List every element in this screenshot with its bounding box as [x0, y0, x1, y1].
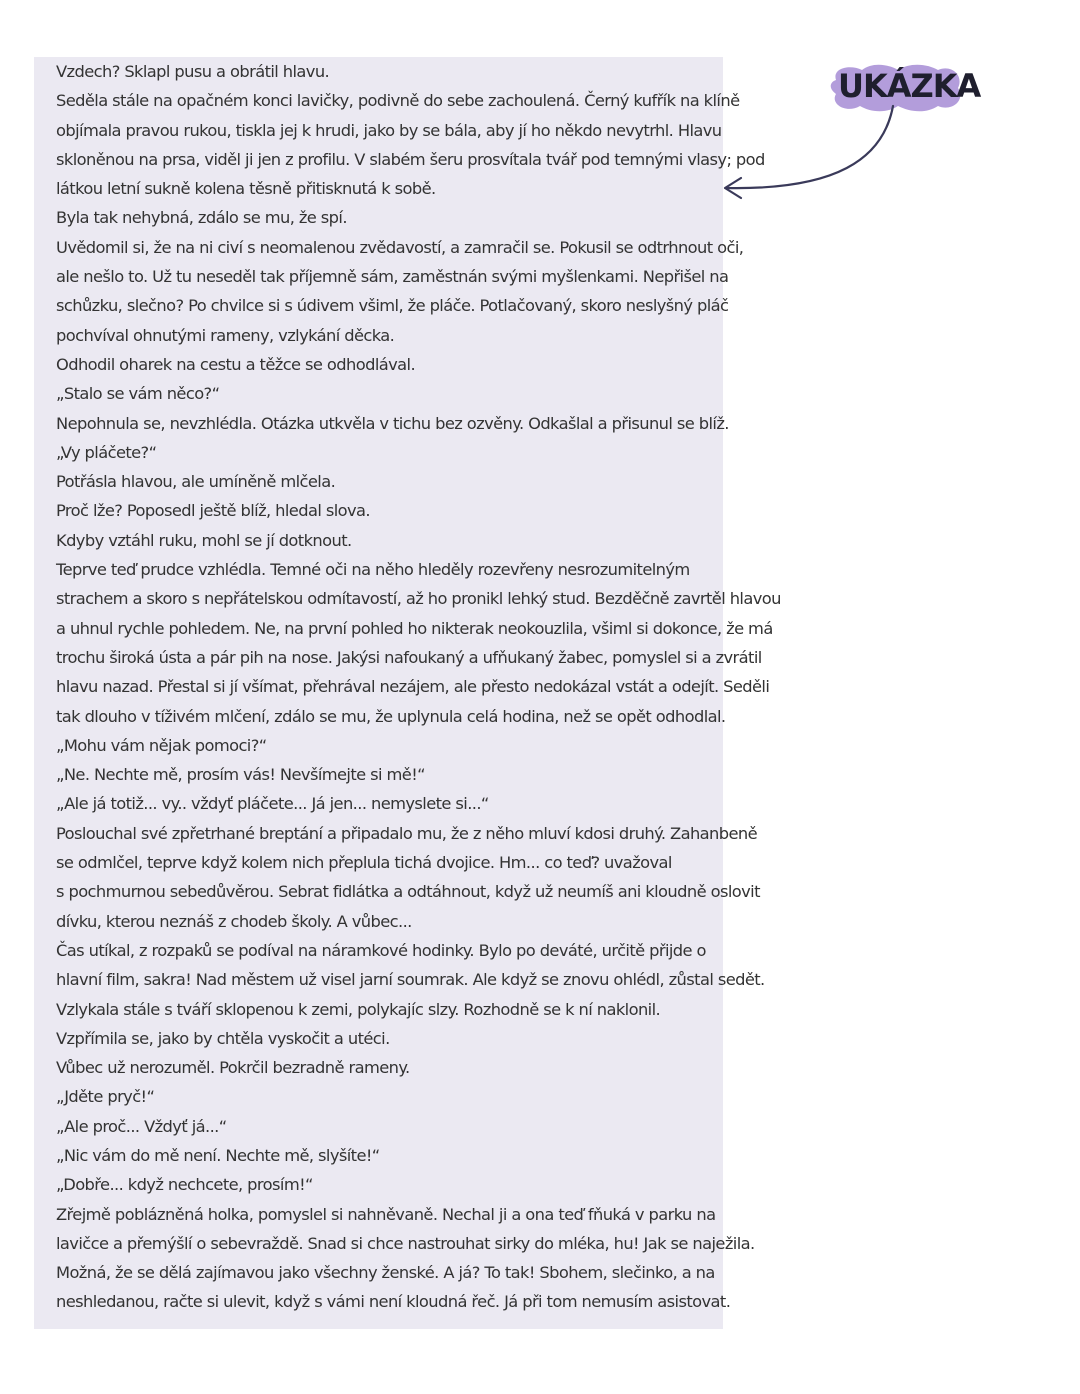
text-line: Vzdech? Sklapl pusu a obrátil hlavu. [56, 62, 330, 81]
text-line: látkou letní sukně kolena těsně přitisknutá k sobě. [56, 179, 436, 199]
text-line: Nepohnula se, nevzhlédla. Otázka utkvěla v tichu bez ozvěny. Odkašlal a přisunul se blíž. [56, 413, 729, 433]
text-line: „Dobře... když nechcete, prosím!“ [56, 1175, 313, 1195]
text-line: hlavu nazad. Přestal si jí všímat, přehrával nezájem, ale přesto nedokázal vstát a odejít. Seděli [56, 677, 770, 697]
text-line: Vůbec už nerozuměl. Pokrčil bezradně rameny. [56, 1058, 410, 1078]
text-line: „Vy pláčete?“ [56, 442, 157, 462]
text-line: s pochmurnou sebedůvěrou. Sebrat fidlátka a odtáhnout, když už neumíš ani kloudně oslovit [56, 882, 760, 902]
text-line: Teprve teď prudce vzhlédla. Temné oči na něho hleděly rozevřeny nesrozumitelným [56, 560, 690, 580]
text-line: se odmlčel, teprve když kolem nich přeplula tichá dvojice. Hm... co teď? uvažoval [56, 853, 672, 873]
text-line: Čas utíkal, z rozpaků se podíval na náramkové hodinky. Bylo po deváté, určitě přijde o [56, 940, 706, 960]
stamp-label: UKÁZKA [838, 67, 981, 105]
text-line: Byla tak nehybná, zdálo se mu, že spí. [56, 208, 347, 228]
text-line: Proč lže? Poposedl ještě blíž, hledal slova. [56, 501, 370, 521]
text-line: „Ale já totiž... vy.. vždyť pláčete... Já jen... nemyslete si...“ [56, 794, 489, 814]
text-line: „Mohu vám nějak pomoci?“ [56, 735, 267, 755]
text-line: trochu široká ústa a pár pih na nose. Jakýsi nafoukaný a ufňukaný žabec, pomyslel si a zvrátil [56, 647, 762, 667]
text-line: ale nešlo to. Už tu neseděl tak příjemně sám, zaměstnán svými myšlenkami. Nepřišel na [56, 267, 729, 287]
text-line: „Stalo se vám něco?“ [56, 384, 220, 404]
text-line: a uhnul rychle pohledem. Ne, na první pohled ho nikterak neokouzlila, všiml si dokonce, že má [56, 618, 773, 638]
text-line: neshledanou, račte si ulevit, když s vámi není kloudná řeč. Já při tom nemusím asistovat. [56, 1292, 731, 1312]
text-line: tak dlouho v tíživém mlčení, zdálo se mu, že uplynula celá hodina, než se opět odhodlal. [56, 706, 726, 726]
text-line: „Ale proč... Vždyť já...“ [56, 1116, 227, 1136]
text-line: pochvíval ohnutými rameny, vzlykání děcka. [56, 325, 395, 345]
text-line: Vzlykala stále s tváří sklopenou k zemi, polykajíc slzy. Rozhodně se k ní naklonil. [56, 999, 661, 1019]
text-line: lavičce a přemýšlí o sebevraždě. Snad si chce nastrouhat sirky do mléka, hu! Jak se naježila. [56, 1233, 755, 1253]
text-line: Potřásla hlavou, ale umíněně mlčela. [56, 472, 336, 492]
text-line: Zřejmě poblázněná holka, pomyslel si nahněvaně. Nechal ji a ona teď fňuká v parku na [56, 1204, 716, 1224]
text-line: Odhodil oharek na cestu a těžce se odhodlával. [56, 354, 416, 374]
text-line: objímala pravou rukou, tiskla jej k hrudi, jako by se bála, aby jí ho někdo nevytrhl. Hlavu [56, 120, 722, 140]
text-line: schůzku, slečno? Po chvilce si s údivem všiml, že pláče. Potlačovaný, skoro neslyšný pláč [56, 296, 729, 316]
text-line: „Nic vám do mě není. Nechte mě, slyšíte!“ [56, 1145, 380, 1165]
text-line: strachem a skoro s nepřátelskou odmítavostí, až ho pronikl lehký stud. Bezděčně zavrtěl hlavou [56, 589, 781, 609]
arrow-icon [715, 100, 915, 210]
text-line: skloněnou na prsa, viděl ji jen z profilu. V slabém šeru prosvítala tvář pod temnými vlasy; pod [56, 149, 765, 169]
text-line: Seděla stále na opačném konci lavičky, podivně do sebe zachoulená. Černý kufřík na klíně [56, 91, 740, 111]
text-line: dívku, kterou neznáš z chodeb školy. A vůbec... [56, 911, 412, 931]
text-line: Vzpřímila se, jako by chtěla vyskočit a utéci. [56, 1028, 390, 1048]
text-line: Kdyby vztáhl ruku, mohl se jí dotknout. [56, 530, 352, 550]
text-line: „Ne. Nechte mě, prosím vás! Nevšímejte si mě!“ [56, 765, 425, 785]
text-line: Uvědomil si, že na ni civí s neomalenou zvědavostí, a zamračil se. Pokusil se odtrhnout oči, [56, 237, 744, 257]
text-line: „Jděte pryč!“ [56, 1087, 155, 1107]
text-line: hlavní film, sakra! Nad městem už visel jarní soumrak. Ale když se znovu ohlédl, zůstal sedět. [56, 970, 765, 990]
excerpt-text [56, 57, 781, 1317]
text-line: Poslouchal své zpřetrhané breptání a připadalo mu, že z něho mluví kdosi druhý. Zahanbeně [56, 823, 758, 843]
text-line: Možná, že se dělá zajímavou jako všechny ženské. A já? To tak! Sbohem, slečinko, a na [56, 1263, 715, 1283]
